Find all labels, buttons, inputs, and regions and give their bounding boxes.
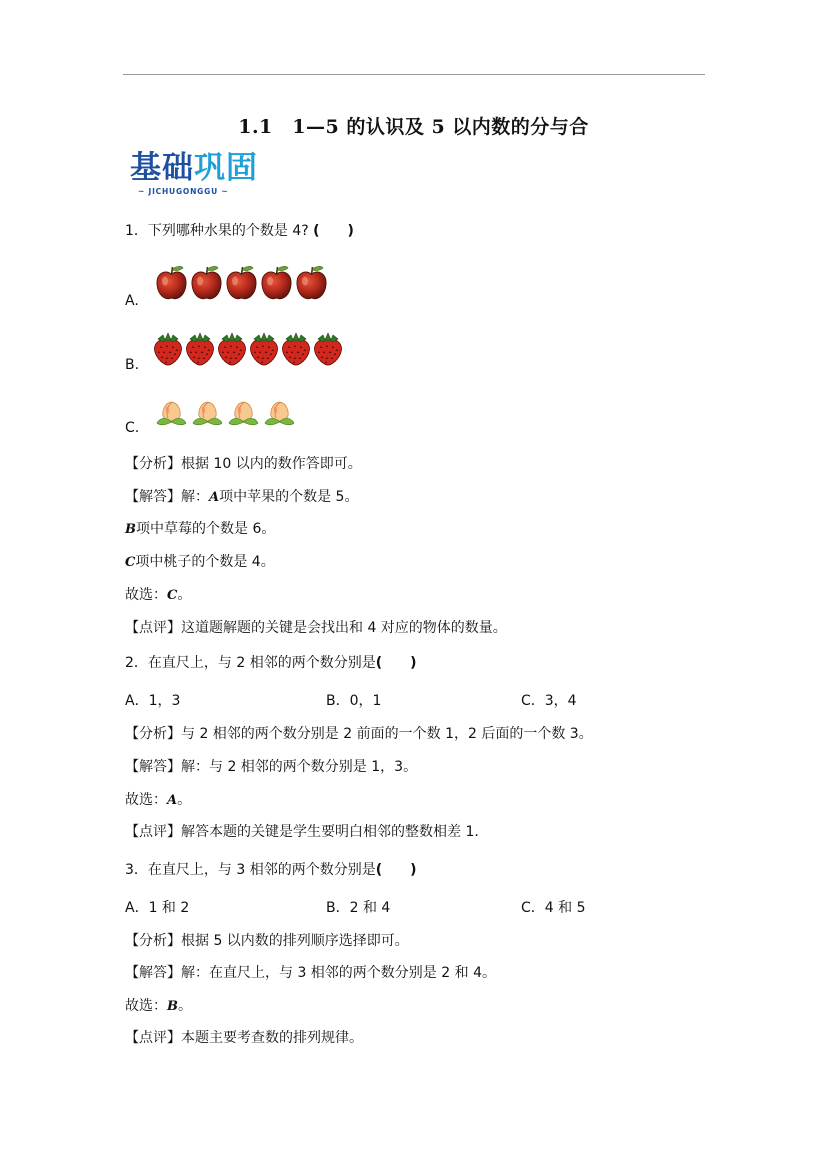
q2-option-c: C．3，4 [521, 693, 577, 709]
q3-answer-paren: ( ) [375, 862, 417, 878]
strawberry-icon [312, 330, 344, 366]
choose-label: 故选： [125, 998, 167, 1014]
peach-icon [228, 397, 259, 427]
badge-main-part1: 基础 [130, 150, 194, 186]
q3-option-b: B．2 和 4 [326, 900, 391, 916]
q1-choice-letter: C [167, 588, 178, 603]
answer-tag: 【解答】 [125, 965, 181, 981]
q1-option-a-label: A. [125, 293, 139, 309]
badge-main-part2: 巩固 [194, 150, 258, 186]
q1-option-b-label: B. [125, 357, 140, 373]
q2-answer [125, 758, 417, 776]
answer-tag: 【解答】 [125, 489, 181, 505]
apple-icon [294, 264, 329, 302]
apple-icon [224, 264, 259, 302]
comment-tag: 【点评】 [125, 1030, 181, 1046]
q1-option-b-strawberries [152, 330, 344, 366]
header-rule [123, 74, 705, 75]
q1-stem [125, 222, 354, 240]
q1-answer-a-letter: A [209, 490, 220, 505]
q3-choice [125, 997, 192, 1016]
q1-answer [125, 488, 358, 507]
q2-option-b: B．0，1 [326, 693, 382, 709]
choose-end: 。 [177, 587, 192, 603]
strawberry-icon [216, 330, 248, 366]
peach-icon [156, 397, 187, 427]
q1-answer-pre: 解： [181, 489, 209, 505]
apple-icon [154, 264, 189, 302]
q1-answer-c-text: 项中桃子的个数是 4。 [135, 554, 275, 570]
analysis-tag: 【分析】 [125, 726, 181, 742]
q2-comment-text: 解答本题的关键是学生要明白相邻的整数相差 1. [181, 824, 479, 840]
page-title: 1.1 1—5 的认识及 5 以内数的分与合 [238, 116, 589, 138]
peach-icon [192, 397, 223, 427]
q1-answer-b [125, 520, 275, 539]
choose-label: 故选： [125, 792, 167, 808]
strawberry-icon [152, 330, 184, 366]
q2-comment [125, 823, 479, 841]
q3-analysis-text: 根据 5 以内数的排列顺序选择即可。 [181, 933, 409, 949]
choose-end: 。 [178, 998, 192, 1014]
q1-option-c-label: C. [125, 420, 140, 436]
q1-answer-b-letter: B [125, 522, 136, 537]
q2-answer-paren: ( ) [375, 655, 417, 671]
badge-sub: ~ JICHUGONGGU ~ [138, 187, 229, 196]
strawberry-icon [280, 330, 312, 366]
q2-choice [125, 791, 191, 810]
q3-comment [125, 1029, 363, 1047]
q2-analysis-text: 与 2 相邻的两个数分别是 2 前面的一个数 1，2 后面的一个数 3。 [181, 726, 593, 742]
q3-stem [125, 861, 417, 879]
q1-answer-b-text: 项中草莓的个数是 6。 [136, 521, 276, 537]
q2-stem-text: 2．在直尺上，与 2 相邻的两个数分别是 [125, 655, 376, 671]
analysis-tag: 【分析】 [125, 933, 181, 949]
q1-comment-text: 这道题解题的关键是会找出和 4 对应的物体的数量。 [181, 620, 507, 636]
q3-analysis [125, 932, 409, 950]
q1-answer-paren: ( ) [313, 223, 354, 239]
q1-analysis-text: 根据 10 以内的数作答即可。 [181, 456, 362, 472]
q3-comment-text: 本题主要考查数的排列规律。 [181, 1030, 363, 1046]
q1-stem-text: 1．下列哪种水果的个数是 4? [125, 223, 309, 239]
choose-end: 。 [177, 792, 192, 808]
peach-icon [264, 397, 295, 427]
strawberry-icon [248, 330, 280, 366]
q3-choice-letter: B [167, 999, 178, 1014]
q2-option-a: A．1，3 [125, 693, 181, 709]
answer-tag: 【解答】 [125, 759, 181, 775]
q1-analysis [125, 455, 362, 473]
comment-tag: 【点评】 [125, 824, 181, 840]
q3-option-a: A．1 和 2 [125, 900, 190, 916]
apple-icon [259, 264, 294, 302]
q1-option-c-peaches [156, 397, 300, 427]
q2-choice-letter: A [167, 793, 178, 808]
q1-answer-c-letter: C [125, 555, 136, 570]
q1-answer-a-text: 项中苹果的个数是 5。 [219, 489, 359, 505]
q1-answer-c [125, 553, 275, 572]
q1-option-a-apples [154, 264, 329, 302]
strawberry-icon [184, 330, 216, 366]
choose-label: 故选： [125, 587, 167, 603]
q1-comment [125, 619, 507, 637]
analysis-tag: 【分析】 [125, 456, 181, 472]
q3-answer-text: 解：在直尺上，与 3 相邻的两个数分别是 2 和 4。 [181, 965, 496, 981]
q2-analysis [125, 725, 593, 743]
section-badge [130, 150, 276, 198]
q2-stem [125, 654, 417, 672]
q3-option-c: C．4 和 5 [521, 900, 586, 916]
comment-tag: 【点评】 [125, 620, 181, 636]
q2-answer-text: 解：与 2 相邻的两个数分别是 1，3。 [181, 759, 418, 775]
q3-answer [125, 964, 496, 982]
q1-choice [125, 586, 191, 605]
q3-stem-text: 3．在直尺上，与 3 相邻的两个数分别是 [125, 862, 376, 878]
apple-icon [189, 264, 224, 302]
badge-main [130, 150, 258, 186]
